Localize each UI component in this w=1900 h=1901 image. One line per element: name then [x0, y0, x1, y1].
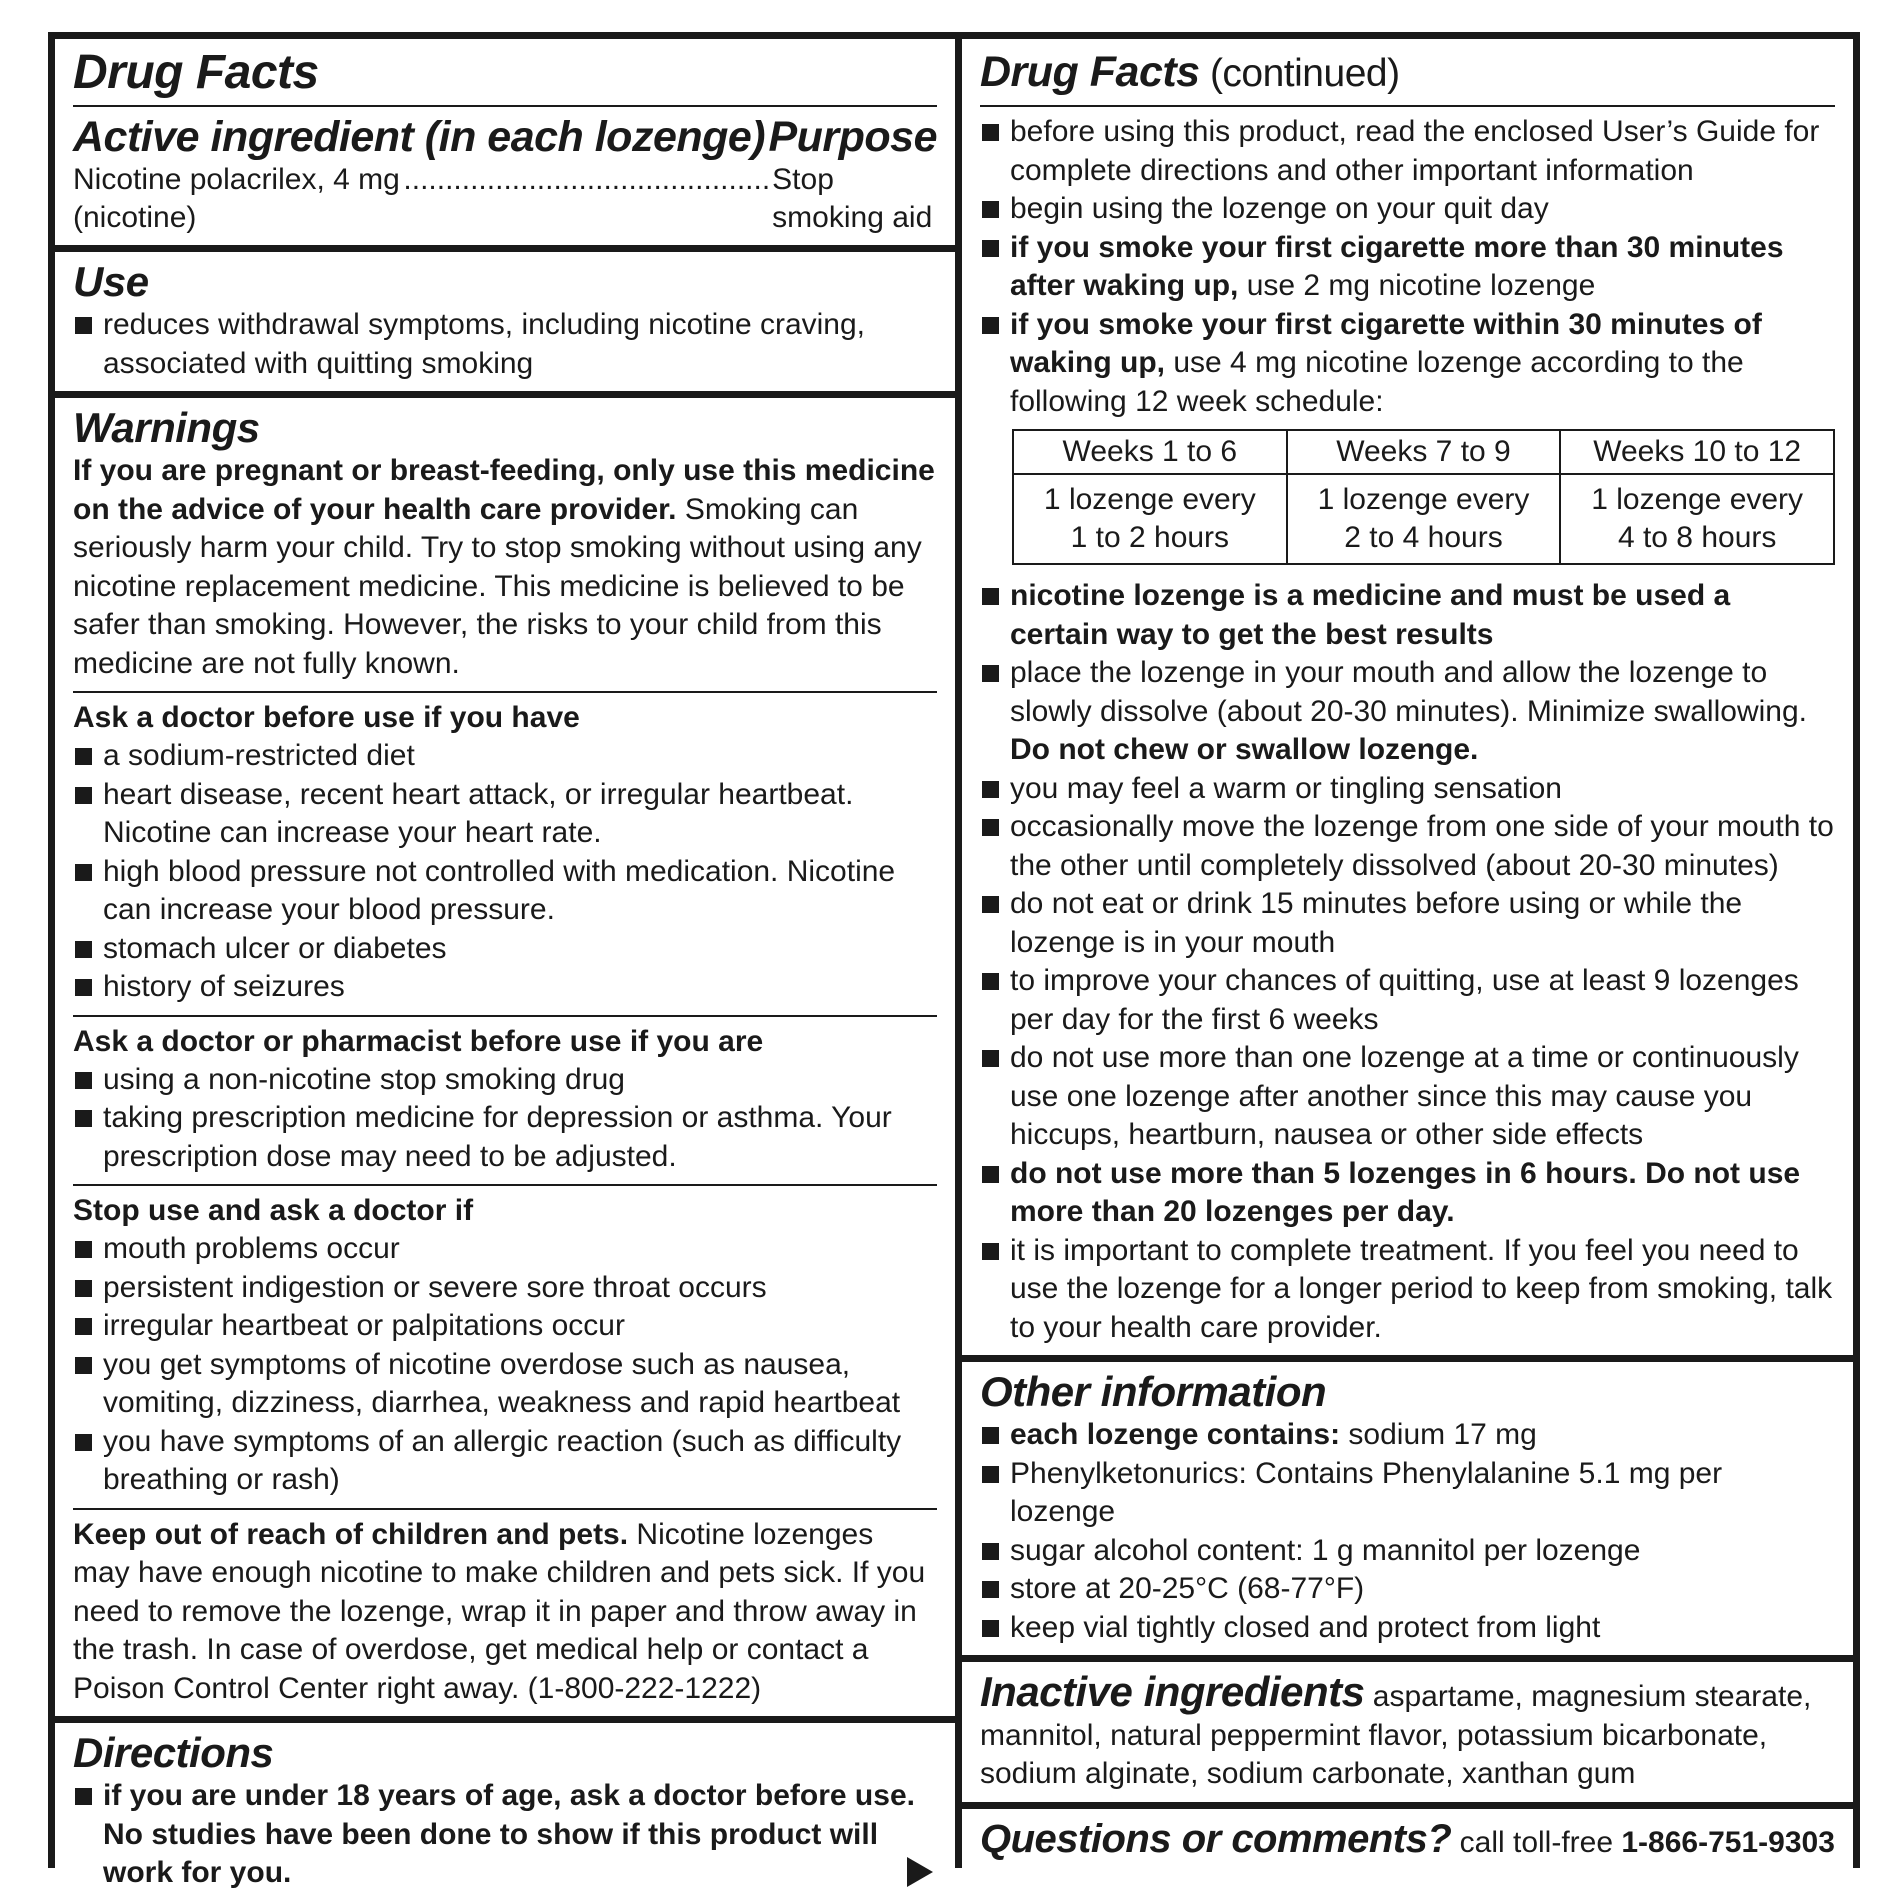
list-item: keep vial tightly closed and protect from light: [980, 1609, 1835, 1648]
list-item: do not eat or drink 15 minutes before using or while the lozenge is in your mouth: [980, 885, 1835, 962]
list-item-bold: each lozenge contains:: [1010, 1418, 1341, 1451]
list-item: [980, 306, 1835, 422]
directions-continued-list-2: [980, 577, 1835, 1347]
list-item: do not use more than one lozenge at a time or continuously use one lozenge after another since this may cause you hiccups, heartburn, nausea or other side effects: [980, 1039, 1835, 1155]
directions-heading: Directions: [73, 1729, 274, 1776]
cell-line: 4 to 8 hours: [1617, 521, 1777, 554]
list-item: reduces withdrawal symptoms, including nicotine craving, associated with quitting smoking: [73, 306, 937, 383]
list-item-text: use 4 mg nicotine lozenge according to the following 12 week schedule:: [1010, 346, 1744, 418]
list-item-text: sodium 17 mg: [1340, 1418, 1537, 1451]
divider: [73, 105, 937, 107]
list-item: Phenylketonurics: Contains Phenylalanine 5.1 mg per lozenge: [980, 1455, 1835, 1532]
list-item: you may feel a warm or tingling sensation: [980, 770, 1835, 809]
ask-doctor-list: [73, 737, 937, 1007]
drug-facts-title: Drug Facts: [73, 46, 319, 99]
list-item: using a non-nicotine stop smoking drug: [73, 1061, 937, 1100]
directions-list: [73, 1777, 937, 1893]
toll-free-phone: 1-866-751-9303: [1621, 1825, 1835, 1859]
divider: [73, 1508, 937, 1510]
active-ingredient-purpose: Stop smoking aid: [772, 163, 933, 234]
active-ingredient-name: Nicotine polacrilex, 4 mg (nicotine): [73, 163, 400, 234]
directions-continued-panel: [962, 39, 1853, 1355]
list-item: occasionally move the lozenge from one side of your mouth to the other until completely dissolved (about 20-30 minutes): [980, 808, 1835, 885]
table-cell: [1560, 474, 1834, 564]
drug-facts-continued-title: [980, 45, 1835, 101]
pregnancy-warning: [73, 452, 937, 683]
divider: [73, 1015, 937, 1017]
list-item: stomach ulcer or diabetes: [73, 930, 937, 969]
pregnancy-warning-text: Smoking can seriously harm your child. Try to stop smoking without using any nicotine replacement medicine. This medicine is believed to be safer than smoking. However, the risks to your child from this medicine are not fully known.: [73, 492, 922, 680]
questions-heading: Questions or comments?: [980, 1816, 1452, 1861]
inactive-ingredients: [980, 1668, 1835, 1794]
drug-facts-title: Drug Facts: [980, 48, 1200, 96]
active-ingredient-heading: Active ingredient (in each lozenge): [73, 113, 766, 161]
warnings-heading: Warnings: [73, 404, 260, 451]
ask-pharmacist-list: [73, 1061, 937, 1177]
other-information-panel: [962, 1362, 1853, 1655]
use-panel: [55, 252, 955, 391]
cell-line: 1 lozenge every: [1317, 483, 1530, 516]
list-item: sugar alcohol content: 1 g mannitol per lozenge: [980, 1532, 1835, 1571]
list-item-bold: if you smoke your first cigarette within 30 minutes of waking up,: [1010, 307, 1762, 379]
divider: [73, 1184, 937, 1186]
directions-continued-list: [980, 113, 1835, 421]
drug-facts-label: [48, 32, 1860, 1889]
table-cell: [1287, 474, 1561, 564]
inactive-ingredients-panel: [962, 1662, 1853, 1802]
right-column: [962, 39, 1853, 1861]
list-item-text: place the lozenge in your mouth and allow the lozenge to slowly dissolve (about 20-30 minutes). Minimize swallowing.: [1010, 656, 1807, 728]
other-information-list: [980, 1416, 1835, 1647]
dosing-schedule-table: [1012, 429, 1835, 565]
ask-doctor-heading: Ask a doctor before use if you have: [73, 701, 580, 734]
continue-arrow-icon: [907, 1857, 933, 1887]
cell-line: 1 to 2 hours: [1070, 521, 1230, 554]
active-ingredient-panel: [55, 39, 955, 245]
inactive-ingredients-text: aspartame, magnesium stearate, mannitol, natural peppermint flavor, potassium bicarbonate, sodium alginate, sodium carbonate, xanthan gum: [980, 1680, 1812, 1790]
other-information-heading: Other information: [980, 1368, 1327, 1415]
questions-panel: [962, 1809, 1853, 1875]
table-header-cell: Weeks 7 to 9: [1287, 430, 1561, 474]
list-item: before using this product, read the enclosed User’s Guide for complete directions and other important information: [980, 113, 1835, 190]
cell-line: 1 lozenge every: [1591, 483, 1804, 516]
divider: [980, 105, 1835, 107]
list-item: nicotine lozenge is a medicine and must be used a certain way to get the best results: [980, 577, 1835, 654]
list-item: do not use more than 5 lozenges in 6 hours. Do not use more than 20 lozenges per day.: [980, 1155, 1835, 1232]
list-item: taking prescription medicine for depression or asthma. Your prescription dose may need to be adjusted.: [73, 1099, 937, 1176]
table-row: [1013, 474, 1834, 564]
list-item: [980, 229, 1835, 306]
active-ingredient-row: [73, 161, 937, 237]
list-item: you get symptoms of nicotine overdose such as nausea, vomiting, dizziness, diarrhea, weakness and rapid heartbeat: [73, 1346, 937, 1423]
list-item: begin using the lozenge on your quit day: [980, 190, 1835, 229]
questions-text: call toll-free: [1451, 1825, 1622, 1859]
list-item-text: use 2 mg nicotine lozenge: [1238, 269, 1596, 302]
cell-line: 2 to 4 hours: [1344, 521, 1503, 554]
keep-out-of-reach-text: Nicotine lozenges may have enough nicotine to make children and pets sick. If you need to remove the lozenge, wrap it in paper and throw away in the trash. In case of overdose, get medical help or contact a Poison Control Center right away. (1-800-222-1222): [73, 1517, 926, 1705]
purpose-heading: Purpose: [768, 113, 937, 161]
cell-line: 1 lozenge every: [1043, 483, 1256, 516]
directions-panel: [55, 1723, 955, 1901]
pregnancy-warning-bold: If you are pregnant or breast-feeding, only use this medicine on the advice of your health care provider.: [73, 454, 935, 526]
list-item: store at 20-25°C (68-77°F): [980, 1570, 1835, 1609]
inactive-ingredients-heading: Inactive ingredients: [980, 1668, 1365, 1715]
keep-out-of-reach: [73, 1516, 937, 1709]
list-item: a sodium-restricted diet: [73, 737, 937, 776]
list-item: if you are under 18 years of age, ask a doctor before use. No studies have been done to show if this product will work for you.: [73, 1777, 937, 1893]
divider: [73, 691, 937, 693]
list-item: you have symptoms of an allergic reaction (such as difficulty breathing or rash): [73, 1423, 937, 1500]
keep-out-of-reach-bold: Keep out of reach of children and pets.: [73, 1517, 629, 1551]
list-item: [980, 654, 1835, 770]
continued-label: (continued): [1199, 52, 1400, 95]
use-list: [73, 306, 937, 383]
list-item: [980, 1416, 1835, 1455]
stop-use-heading: Stop use and ask a doctor if: [73, 1194, 474, 1227]
list-item: history of seizures: [73, 968, 937, 1007]
list-item: mouth problems occur: [73, 1230, 937, 1269]
left-column: [55, 39, 955, 1889]
list-item: to improve your chances of quitting, use at least 9 lozenges per day for the first 6 weeks: [980, 962, 1835, 1039]
list-item: it is important to complete treatment. If you feel you need to use the lozenge for a longer period to keep from smoking, talk to your health care provider.: [980, 1232, 1835, 1348]
table-header-cell: Weeks 10 to 12: [1560, 430, 1834, 474]
list-item: irregular heartbeat or palpitations occur: [73, 1307, 937, 1346]
questions-line: [980, 1815, 1835, 1867]
list-item: heart disease, recent heart attack, or irregular heartbeat. Nicotine can increase your heart rate.: [73, 776, 937, 853]
stop-use-list: [73, 1230, 937, 1500]
list-item-bold: if you smoke your first cigarette more than 30 minutes after waking up,: [1010, 230, 1784, 302]
list-item: persistent indigestion or severe sore throat occurs: [73, 1269, 937, 1308]
warnings-panel: [55, 398, 955, 1716]
ask-pharmacist-heading: Ask a doctor or pharmacist before use if you are: [73, 1024, 764, 1058]
list-item-bold: Do not chew or swallow lozenge.: [1010, 733, 1479, 766]
list-item: high blood pressure not controlled with medication. Nicotine can increase your blood pressure.: [73, 853, 937, 930]
active-ingredient-header: [73, 113, 937, 161]
table-cell: [1013, 474, 1287, 564]
use-heading: Use: [73, 258, 149, 305]
table-header-cell: Weeks 1 to 6: [1013, 430, 1287, 474]
table-header-row: [1013, 430, 1834, 474]
leader-dots: ............................................: [403, 163, 771, 196]
